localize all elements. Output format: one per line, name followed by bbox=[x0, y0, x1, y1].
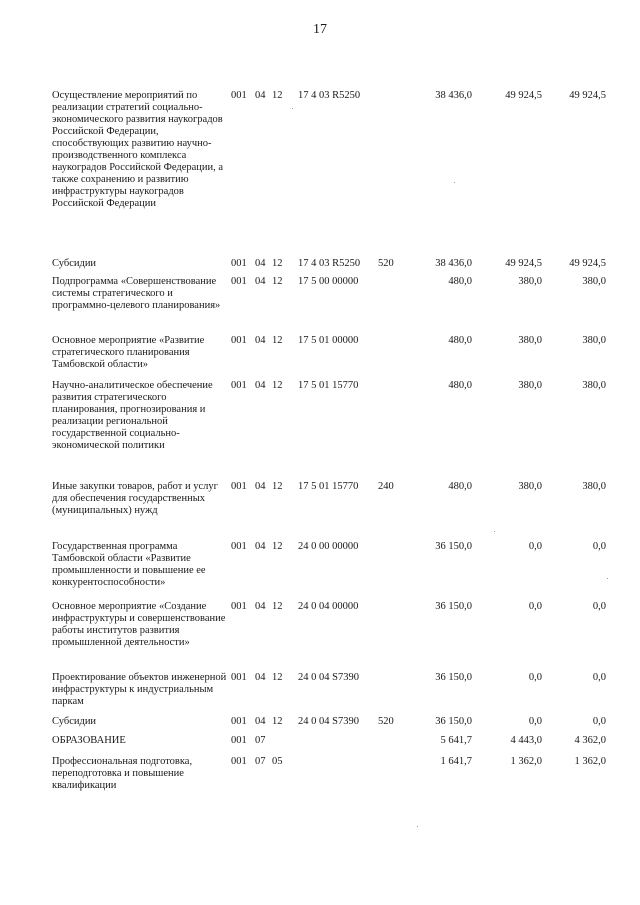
row-value-1: 5 641,7 bbox=[440, 735, 472, 746]
row-gr: 001 bbox=[231, 756, 247, 767]
row-pr: 12 bbox=[272, 672, 283, 683]
row-vr: 520 bbox=[378, 258, 394, 269]
row-gr: 001 bbox=[231, 735, 247, 746]
row-gr: 001 bbox=[231, 601, 247, 612]
row-gr: 001 bbox=[231, 335, 247, 346]
row-pr: 12 bbox=[272, 380, 283, 391]
row-gr: 001 bbox=[231, 716, 247, 727]
row-value-3: 380,0 bbox=[582, 335, 606, 346]
row-value-3: 380,0 bbox=[582, 481, 606, 492]
row-name: ОБРАЗОВАНИЕ bbox=[52, 735, 126, 746]
row-rz: 04 bbox=[255, 258, 266, 269]
row-csr: 24 0 00 00000 bbox=[298, 541, 359, 552]
row-value-2: 0,0 bbox=[528, 672, 542, 683]
row-rz: 04 bbox=[255, 601, 266, 612]
row-value-1: 480,0 bbox=[448, 335, 472, 346]
row-name: Проектирование объектов инженерной инфраструктуры к индустриальным паркам bbox=[52, 672, 227, 707]
row-gr: 001 bbox=[231, 380, 247, 391]
row-name: Подпрограмма «Совершенствование системы стратегического и программно-целевого планирования» bbox=[52, 276, 221, 311]
row-rz: 04 bbox=[255, 481, 266, 492]
row-pr: 12 bbox=[272, 541, 283, 552]
row-name: Субсидии bbox=[52, 716, 97, 727]
row-value-3: 4 362,0 bbox=[574, 735, 606, 746]
row-csr: 17 4 03 R5250 bbox=[298, 258, 361, 269]
row-pr: 12 bbox=[272, 716, 283, 727]
row-value-1: 38 436,0 bbox=[435, 258, 472, 269]
row-pr: 12 bbox=[272, 481, 283, 492]
row-csr: 17 5 01 00000 bbox=[298, 335, 359, 346]
row-gr: 001 bbox=[231, 258, 247, 269]
row-pr: 12 bbox=[272, 90, 283, 101]
row-vr: 520 bbox=[378, 716, 394, 727]
row-vr: 240 bbox=[378, 481, 394, 492]
scan-artifact bbox=[417, 826, 418, 827]
row-value-2: 380,0 bbox=[518, 380, 542, 391]
row-pr: 05 bbox=[272, 756, 283, 767]
row-pr: 12 bbox=[272, 335, 283, 346]
row-value-2: 1 362,0 bbox=[510, 756, 542, 767]
row-value-2: 49 924,5 bbox=[505, 258, 542, 269]
row-value-1: 1 641,7 bbox=[440, 756, 472, 767]
row-pr: 12 bbox=[272, 258, 283, 269]
row-name: Иные закупки товаров, работ и услуг для обеспечения государственных (муниципальных) нужд bbox=[52, 481, 218, 516]
row-csr: 24 0 04 00000 bbox=[298, 601, 359, 612]
scan-artifact bbox=[607, 578, 608, 579]
row-rz: 04 bbox=[255, 380, 266, 391]
row-rz: 04 bbox=[255, 276, 266, 287]
row-rz: 04 bbox=[255, 335, 266, 346]
row-pr: 12 bbox=[272, 276, 283, 287]
row-value-1: 480,0 bbox=[448, 481, 472, 492]
row-value-2: 0,0 bbox=[528, 541, 542, 552]
page-number: 17 bbox=[313, 22, 327, 37]
row-csr: 17 5 01 15770 bbox=[298, 380, 359, 391]
row-gr: 001 bbox=[231, 481, 247, 492]
row-value-3: 1 362,0 bbox=[574, 756, 606, 767]
row-value-1: 36 150,0 bbox=[435, 716, 472, 727]
row-value-2: 4 443,0 bbox=[510, 735, 542, 746]
row-value-2: 0,0 bbox=[528, 716, 542, 727]
scan-artifact bbox=[454, 182, 455, 183]
row-value-3: 0,0 bbox=[592, 716, 606, 727]
row-value-1: 38 436,0 bbox=[435, 90, 472, 101]
row-value-1: 480,0 bbox=[448, 380, 472, 391]
row-csr: 24 0 04 S7390 bbox=[298, 672, 359, 683]
row-csr: 17 4 03 R5250 bbox=[298, 90, 361, 101]
row-pr: 12 bbox=[272, 601, 283, 612]
row-gr: 001 bbox=[231, 672, 247, 683]
row-gr: 001 bbox=[231, 541, 247, 552]
row-value-3: 0,0 bbox=[592, 601, 606, 612]
row-value-2: 380,0 bbox=[518, 481, 542, 492]
row-value-3: 0,0 bbox=[592, 541, 606, 552]
row-name: Субсидии bbox=[52, 258, 97, 269]
row-value-3: 0,0 bbox=[592, 672, 606, 683]
row-rz: 04 bbox=[255, 90, 266, 101]
row-rz: 07 bbox=[255, 735, 266, 746]
row-csr: 24 0 04 S7390 bbox=[298, 716, 359, 727]
row-name: Государственная программа Тамбовской области «Развитие промышленности и повышение ее конкурентоспособности» bbox=[52, 541, 206, 588]
row-csr: 17 5 00 00000 bbox=[298, 276, 359, 287]
row-value-3: 380,0 bbox=[582, 380, 606, 391]
row-gr: 001 bbox=[231, 90, 247, 101]
row-value-1: 36 150,0 bbox=[435, 672, 472, 683]
row-value-2: 0,0 bbox=[528, 601, 542, 612]
row-value-2: 380,0 bbox=[518, 335, 542, 346]
row-csr: 17 5 01 15770 bbox=[298, 481, 359, 492]
row-value-3: 49 924,5 bbox=[569, 90, 606, 101]
row-rz: 04 bbox=[255, 541, 266, 552]
scan-artifact bbox=[292, 108, 293, 109]
row-rz: 07 bbox=[255, 756, 266, 767]
row-value-1: 36 150,0 bbox=[435, 541, 472, 552]
row-gr: 001 bbox=[231, 276, 247, 287]
row-name: Научно-аналитическое обеспечение развития стратегического планирования, прогнозирования и реализации региональной государственной социально-экономической политики bbox=[52, 380, 213, 451]
row-name: Осуществление мероприятий по реализации стратегий социально-экономического развития наукоградов Российской Федерации, способствующих развитию научно-производственного комплекса наукоградов Российской Федерации, а также сохранению и развитию инфраструктуры наукоградов Российской Федерации bbox=[52, 90, 224, 209]
row-value-1: 36 150,0 bbox=[435, 601, 472, 612]
row-value-2: 380,0 bbox=[518, 276, 542, 287]
row-name: Основное мероприятие «Развитие стратегического планирования Тамбовской области» bbox=[52, 335, 205, 370]
row-name: Профессиональная подготовка, переподготовка и повышение квалификации bbox=[52, 756, 193, 791]
row-rz: 04 bbox=[255, 672, 266, 683]
row-value-3: 49 924,5 bbox=[569, 258, 606, 269]
row-value-3: 380,0 bbox=[582, 276, 606, 287]
row-name: Основное мероприятие «Создание инфраструктуры и совершенствование работы институтов развития промышленной деятельности» bbox=[52, 601, 226, 648]
row-value-2: 49 924,5 bbox=[505, 90, 542, 101]
row-value-1: 480,0 bbox=[448, 276, 472, 287]
row-rz: 04 bbox=[255, 716, 266, 727]
scan-artifact bbox=[494, 531, 495, 532]
